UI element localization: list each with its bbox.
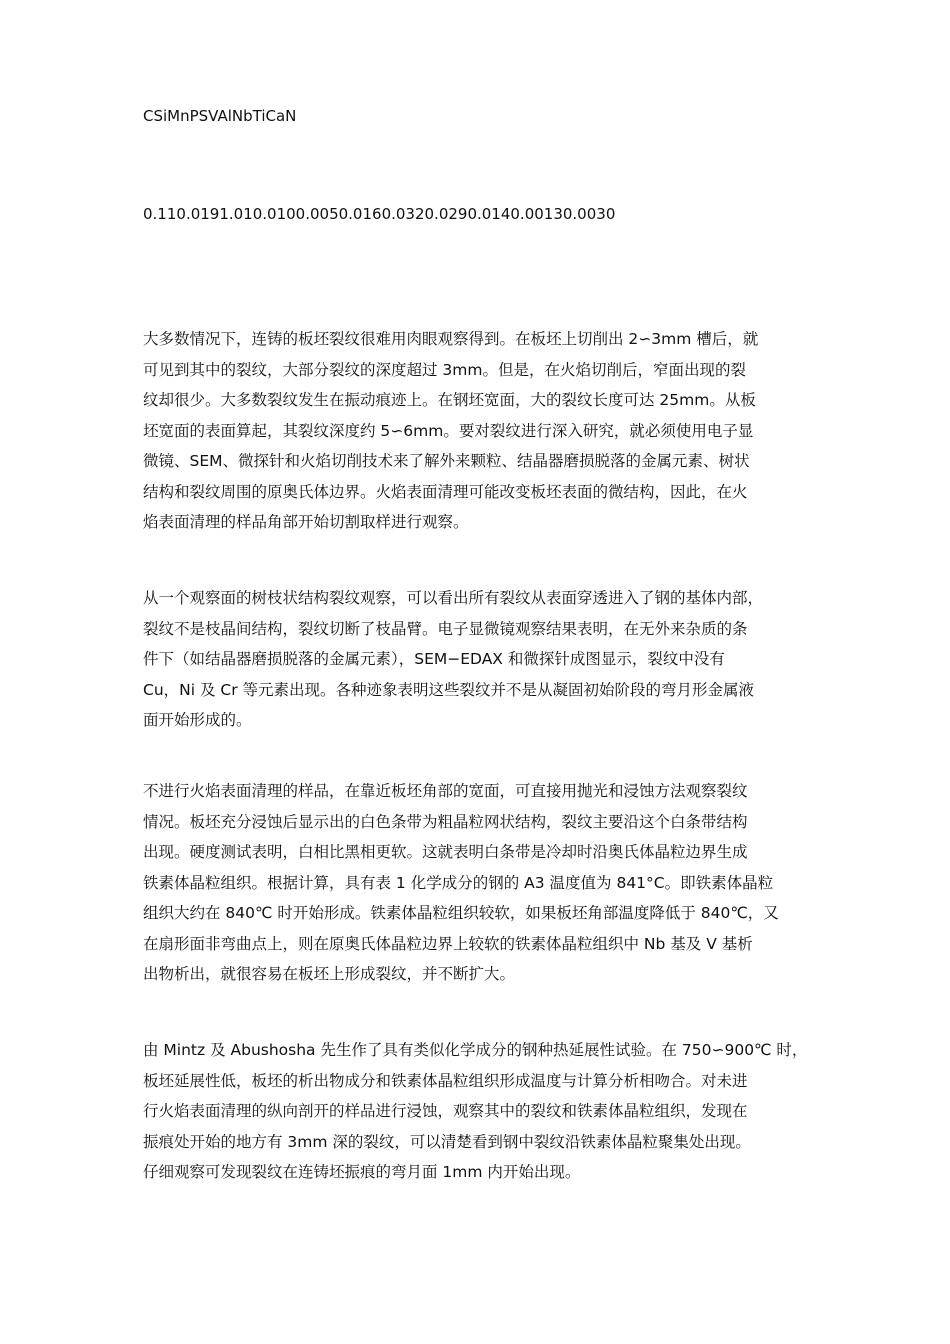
paragraph-line: 出物析出，就很容易在板坯上形成裂纹，并不断扩大。 bbox=[143, 965, 516, 983]
paragraph-line: 裂纹不是枝晶间结构，裂纹切断了枝晶臂。电子显微镜观察结果表明，在无外来杂质的条 bbox=[143, 619, 748, 638]
paragraph-line: 坯宽面的表面算起，其裂纹深度约 5∽6mm。要对裂纹进行深入研究，就必须使用电子显 bbox=[143, 421, 754, 440]
paragraph bbox=[143, 324, 823, 538]
paragraph-line: Cu，Ni 及 Cr 等元素出现。各种迹象表明这些裂纹并不是从凝固初始阶段的弯月形金属液 bbox=[143, 680, 755, 699]
paragraph-line: 行火焰表面清理的纵向剖开的样品进行浸蚀，观察其中的裂纹和铁素体晶粒组织，发现在 bbox=[143, 1102, 748, 1120]
paragraph-line: 出现。硬度测试表明，白相比黑相更软。这就表明白条带是冷却时沿奥氏体晶粒边界生成 bbox=[143, 843, 748, 861]
paragraph-line: 纹却很少。大多数裂纹发生在振动痕迹上。在钢坯宽面，大的裂纹长度可达 25mm。从板 bbox=[143, 391, 756, 409]
paragraph-line: 可见到其中的裂纹，大部分裂纹的深度超过 3mm。但是，在火焰切削后，窄面出现的裂 bbox=[143, 360, 746, 379]
paragraph-line: 振痕处开始的地方有 3mm 深的裂纹，可以清楚看到钢中裂纹沿铁素体晶粒聚集处出现。 bbox=[143, 1132, 751, 1151]
paragraph-line: 焰表面清理的样品角部开始切割取样进行观察。 bbox=[143, 513, 469, 531]
paragraph-line: 结构和裂纹周围的原奥氏体边界。火焰表面清理可能改变板坯表面的微结构，因此，在火 bbox=[143, 482, 748, 501]
paragraph-line: 不进行火焰表面清理的样品，在靠近板坯角部的宽面，可直接用抛光和浸蚀方法观察裂纹 bbox=[143, 782, 748, 800]
chemical-elements-header: CSiMnPSVAlNbTiCaN bbox=[143, 107, 297, 125]
paragraph-line: 从一个观察面的树枝状结构裂纹观察，可以看出所有裂纹从表面穿透进入了钢的基体内部， bbox=[143, 589, 764, 607]
paragraph bbox=[143, 1035, 823, 1188]
paragraph-line: 面开始形成的。 bbox=[143, 711, 252, 729]
paragraph-line: 微镜、SEM、微探针和火焰切削技术来了解外来颗粒、结晶器磨损脱落的金属元素、树状 bbox=[143, 452, 750, 470]
paragraph bbox=[143, 776, 823, 990]
paragraph-line: 情况。板坯充分浸蚀后显示出的白色条带为粗晶粒网状结构，裂纹主要沿这个白条带结构 bbox=[143, 812, 748, 831]
paragraph-line: 仔细观察可发现裂纹在连铸坯振痕的弯月面 1mm 内开始出现。 bbox=[143, 1163, 581, 1181]
paragraph bbox=[143, 583, 823, 736]
chemical-values-row: 0.110.0191.010.0100.0050.0160.0320.0290.0140.00130.0030 bbox=[143, 205, 616, 223]
paragraph-line: 组织大约在 840℃ 时开始形成。铁素体晶粒组织较软，如果板坯角部温度降低于 840℃，又 bbox=[143, 904, 779, 922]
paragraph-line: 件下（如结晶器磨损脱落的金属元素），SEM−EDAX 和微探针成图显示，裂纹中没有 bbox=[143, 650, 725, 668]
paragraph-line: 大多数情况下，连铸的板坯裂纹很难用肉眼观察得到。在板坯上切削出 2∽3mm 槽后，就 bbox=[143, 330, 759, 348]
paragraph-line: 在扇形面非弯曲点上，则在原奥氏体晶粒边界上较软的铁素体晶粒组织中 Nb 基及 V 基析 bbox=[143, 934, 753, 953]
paragraph-line: 由 Mintz 及 Abushosha 先生作了具有类似化学成分的钢种热延展性试验。在 750∽900℃ 时， bbox=[143, 1041, 808, 1059]
paragraph-line: 铁素体晶粒组织。根据计算，具有表 1 化学成分的钢的 A3 温度值为 841°C。即铁素体晶粒 bbox=[143, 873, 774, 892]
paragraph-line: 板坯延展性低，板坯的析出物成分和铁素体晶粒组织形成温度与计算分析相吻合。对未进 bbox=[143, 1071, 748, 1090]
